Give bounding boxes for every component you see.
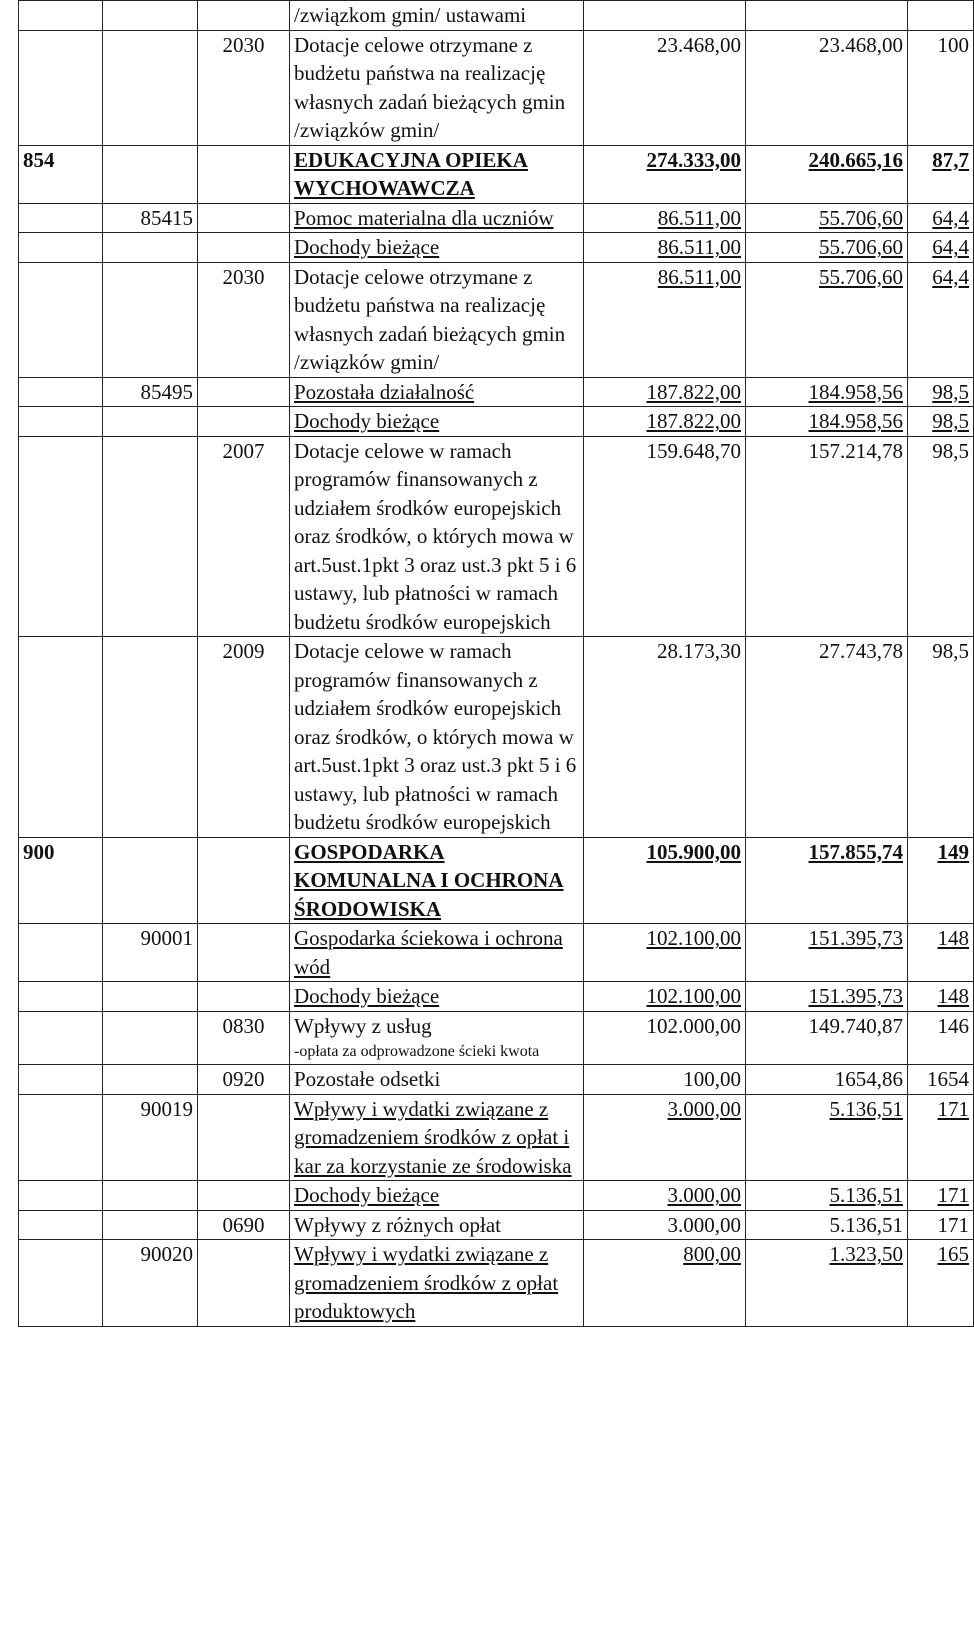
procent-cell: 64,4 bbox=[908, 203, 974, 233]
plan-cell: 187.822,00 bbox=[584, 407, 746, 437]
rozdzial-cell: 85415 bbox=[103, 203, 198, 233]
paragraf-cell bbox=[198, 1181, 290, 1211]
plan-cell bbox=[584, 1, 746, 31]
dzial-cell bbox=[19, 1, 103, 31]
table-row bbox=[19, 1181, 974, 1211]
wykonanie-cell: 184.958,56 bbox=[746, 377, 908, 407]
dzial-cell bbox=[19, 1065, 103, 1095]
plan-cell: 23.468,00 bbox=[584, 30, 746, 145]
nazwa-cell: Gospodarka ściekowa i ochrona wód bbox=[290, 924, 584, 982]
table-row bbox=[19, 1, 974, 31]
wykonanie-cell: 27.743,78 bbox=[746, 637, 908, 838]
wykonanie-cell: 184.958,56 bbox=[746, 407, 908, 437]
rozdzial-cell bbox=[103, 1181, 198, 1211]
rozdzial-cell bbox=[103, 837, 198, 924]
plan-cell: 86.511,00 bbox=[584, 233, 746, 263]
plan-cell: 159.648,70 bbox=[584, 436, 746, 637]
nazwa-cell: Pozostała działalność bbox=[290, 377, 584, 407]
wykonanie-cell: 1.323,50 bbox=[746, 1240, 908, 1327]
paragraf-cell bbox=[198, 407, 290, 437]
procent-cell: 148 bbox=[908, 924, 974, 982]
nazwa-cell: Dochody bieżące bbox=[290, 1181, 584, 1211]
plan-cell: 102.100,00 bbox=[584, 982, 746, 1012]
procent-cell: 171 bbox=[908, 1181, 974, 1211]
paragraf-cell bbox=[198, 924, 290, 982]
rozdzial-cell: 90019 bbox=[103, 1094, 198, 1181]
dzial-cell bbox=[19, 637, 103, 838]
nazwa-cell: /związkom gmin/ ustawami bbox=[290, 1, 584, 31]
wykonanie-cell: 55.706,60 bbox=[746, 262, 908, 377]
plan-cell: 3.000,00 bbox=[584, 1094, 746, 1181]
nazwa-cell: Dochody bieżące bbox=[290, 233, 584, 263]
dzial-cell bbox=[19, 1240, 103, 1327]
rozdzial-cell bbox=[103, 1, 198, 31]
plan-cell: 105.900,00 bbox=[584, 837, 746, 924]
nazwa-cell bbox=[290, 1011, 584, 1065]
wykonanie-cell: 5.136,51 bbox=[746, 1181, 908, 1211]
wykonanie-cell: 55.706,60 bbox=[746, 203, 908, 233]
paragraf-cell bbox=[198, 233, 290, 263]
dzial-cell bbox=[19, 377, 103, 407]
nazwa-cell: Wpływy i wydatki związane z gromadzeniem środków z opłat produktowych bbox=[290, 1240, 584, 1327]
table-row bbox=[19, 837, 974, 924]
paragraf-cell: 2007 bbox=[198, 436, 290, 637]
wykonanie-cell: 5.136,51 bbox=[746, 1210, 908, 1240]
plan-cell: 800,00 bbox=[584, 1240, 746, 1327]
table-row bbox=[19, 1065, 974, 1095]
rozdzial-cell bbox=[103, 407, 198, 437]
paragraf-cell bbox=[198, 1240, 290, 1327]
rozdzial-cell bbox=[103, 1011, 198, 1065]
procent-cell: 98,5 bbox=[908, 637, 974, 838]
wykonanie-cell: 5.136,51 bbox=[746, 1094, 908, 1181]
dzial-cell bbox=[19, 982, 103, 1012]
plan-cell: 102.000,00 bbox=[584, 1011, 746, 1065]
rozdzial-cell bbox=[103, 982, 198, 1012]
nazwa-text: Wpływy z usług bbox=[294, 1013, 432, 1038]
table-row bbox=[19, 30, 974, 145]
dzial-cell bbox=[19, 407, 103, 437]
paragraf-cell: 0920 bbox=[198, 1065, 290, 1095]
nazwa-cell: Dochody bieżące bbox=[290, 982, 584, 1012]
rozdzial-cell bbox=[103, 1065, 198, 1095]
dzial-cell: 900 bbox=[19, 837, 103, 924]
paragraf-cell bbox=[198, 203, 290, 233]
dzial-cell bbox=[19, 1094, 103, 1181]
procent-cell: 98,5 bbox=[908, 407, 974, 437]
rozdzial-cell bbox=[103, 436, 198, 637]
nazwa-cell: Dotacje celowe otrzymane z budżetu państwa na realizację własnych zadań bieżących gmin /związków gmin/ bbox=[290, 262, 584, 377]
table-row bbox=[19, 436, 974, 637]
procent-cell: 100 bbox=[908, 30, 974, 145]
table-row bbox=[19, 377, 974, 407]
plan-cell: 102.100,00 bbox=[584, 924, 746, 982]
wykonanie-cell: 157.214,78 bbox=[746, 436, 908, 637]
procent-cell: 64,4 bbox=[908, 262, 974, 377]
table-row bbox=[19, 407, 974, 437]
dzial-cell bbox=[19, 262, 103, 377]
dzial-cell bbox=[19, 233, 103, 263]
dzial-cell bbox=[19, 30, 103, 145]
paragraf-cell: 2030 bbox=[198, 30, 290, 145]
procent-cell bbox=[908, 1, 974, 31]
table-row bbox=[19, 1210, 974, 1240]
dzial-cell bbox=[19, 924, 103, 982]
plan-cell: 3.000,00 bbox=[584, 1210, 746, 1240]
procent-cell: 171 bbox=[908, 1094, 974, 1181]
paragraf-cell: 2030 bbox=[198, 262, 290, 377]
table-row bbox=[19, 203, 974, 233]
plan-cell: 274.333,00 bbox=[584, 145, 746, 203]
nazwa-cell: Wpływy i wydatki związane z gromadzeniem środków z opłat i kar za korzystanie ze środowiska bbox=[290, 1094, 584, 1181]
paragraf-cell: 2009 bbox=[198, 637, 290, 838]
nazwa-cell: Dotacje celowe otrzymane z budżetu państwa na realizację własnych zadań bieżących gmin /związków gmin/ bbox=[290, 30, 584, 145]
paragraf-cell bbox=[198, 145, 290, 203]
budget-table bbox=[18, 0, 974, 1327]
paragraf-cell bbox=[198, 1094, 290, 1181]
wykonanie-cell: 157.855,74 bbox=[746, 837, 908, 924]
wykonanie-cell: 151.395,73 bbox=[746, 924, 908, 982]
procent-cell: 1654 bbox=[908, 1065, 974, 1095]
nazwa-cell: Pozostałe odsetki bbox=[290, 1065, 584, 1095]
dzial-cell bbox=[19, 1210, 103, 1240]
nazwa-note: -opłata za odprowadzone ścieki kwota bbox=[294, 1043, 540, 1060]
rozdzial-cell bbox=[103, 262, 198, 377]
table-row bbox=[19, 145, 974, 203]
procent-cell: 87,7 bbox=[908, 145, 974, 203]
plan-cell: 86.511,00 bbox=[584, 203, 746, 233]
rozdzial-cell bbox=[103, 30, 198, 145]
wykonanie-cell: 149.740,87 bbox=[746, 1011, 908, 1065]
dzial-cell bbox=[19, 203, 103, 233]
rozdzial-cell: 85495 bbox=[103, 377, 198, 407]
rozdzial-cell: 90001 bbox=[103, 924, 198, 982]
rozdzial-cell bbox=[103, 145, 198, 203]
plan-cell: 100,00 bbox=[584, 1065, 746, 1095]
table-row bbox=[19, 1094, 974, 1181]
wykonanie-cell: 23.468,00 bbox=[746, 30, 908, 145]
procent-cell: 146 bbox=[908, 1011, 974, 1065]
table-row bbox=[19, 637, 974, 838]
table-row bbox=[19, 233, 974, 263]
table-row bbox=[19, 262, 974, 377]
procent-cell: 171 bbox=[908, 1210, 974, 1240]
wykonanie-cell bbox=[746, 1, 908, 31]
rozdzial-cell bbox=[103, 637, 198, 838]
procent-cell: 148 bbox=[908, 982, 974, 1012]
rozdzial-cell: 90020 bbox=[103, 1240, 198, 1327]
nazwa-cell: Dotacje celowe w ramach programów finansowanych z udziałem środków europejskich oraz środków, o których mowa w art.5ust.1pkt 3 oraz ust.3 pkt 5 i 6 ustawy, lub płatności w ramach budżetu środków europejskich bbox=[290, 637, 584, 838]
procent-cell: 98,5 bbox=[908, 377, 974, 407]
nazwa-cell: Dotacje celowe w ramach programów finansowanych z udziałem środków europejskich oraz środków, o których mowa w art.5ust.1pkt 3 oraz ust.3 pkt 5 i 6 ustawy, lub płatności w ramach budżetu środków europejskich bbox=[290, 436, 584, 637]
plan-cell: 3.000,00 bbox=[584, 1181, 746, 1211]
table-row bbox=[19, 1240, 974, 1327]
wykonanie-cell: 240.665,16 bbox=[746, 145, 908, 203]
plan-cell: 86.511,00 bbox=[584, 262, 746, 377]
dzial-cell bbox=[19, 436, 103, 637]
plan-cell: 28.173,30 bbox=[584, 637, 746, 838]
wykonanie-cell: 151.395,73 bbox=[746, 982, 908, 1012]
plan-cell: 187.822,00 bbox=[584, 377, 746, 407]
procent-cell: 98,5 bbox=[908, 436, 974, 637]
wykonanie-cell: 1654,86 bbox=[746, 1065, 908, 1095]
nazwa-cell: Pomoc materialna dla uczniów bbox=[290, 203, 584, 233]
nazwa-cell: EDUKACYJNA OPIEKA WYCHOWAWCZA bbox=[290, 145, 584, 203]
rozdzial-cell bbox=[103, 1210, 198, 1240]
wykonanie-cell: 55.706,60 bbox=[746, 233, 908, 263]
dzial-cell: 854 bbox=[19, 145, 103, 203]
dzial-cell bbox=[19, 1181, 103, 1211]
nazwa-cell: Dochody bieżące bbox=[290, 407, 584, 437]
paragraf-cell bbox=[198, 1, 290, 31]
table-row bbox=[19, 982, 974, 1012]
rozdzial-cell bbox=[103, 233, 198, 263]
dzial-cell bbox=[19, 1011, 103, 1065]
paragraf-cell bbox=[198, 837, 290, 924]
nazwa-cell: GOSPODARKA KOMUNALNA I OCHRONA ŚRODOWISKA bbox=[290, 837, 584, 924]
table-row bbox=[19, 924, 974, 982]
paragraf-cell bbox=[198, 377, 290, 407]
paragraf-cell bbox=[198, 982, 290, 1012]
procent-cell: 64,4 bbox=[908, 233, 974, 263]
nazwa-cell: Wpływy z różnych opłat bbox=[290, 1210, 584, 1240]
procent-cell: 149 bbox=[908, 837, 974, 924]
paragraf-cell: 0830 bbox=[198, 1011, 290, 1065]
paragraf-cell: 0690 bbox=[198, 1210, 290, 1240]
table-row bbox=[19, 1011, 974, 1065]
procent-cell: 165 bbox=[908, 1240, 974, 1327]
